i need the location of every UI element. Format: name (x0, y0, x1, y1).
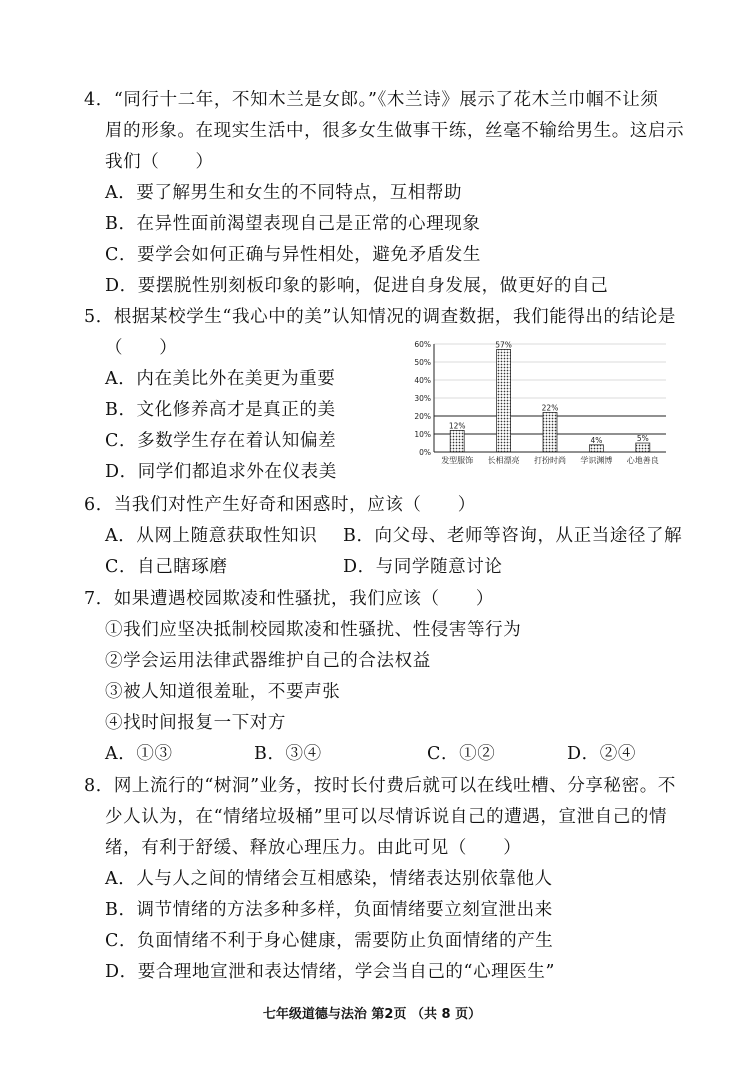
chart-bar (589, 445, 603, 452)
q5-option-b: B．文化修养高才是真正的美 (105, 400, 336, 420)
q8-option-a: A．人与人之间的情绪会互相感染，情绪表达别依靠他人 (105, 869, 553, 889)
chart-value-label: 5% (636, 434, 649, 443)
chart-bar (497, 349, 511, 452)
q5-stem-line-2: （ ） (105, 338, 178, 358)
chart-category-label: 发型服饰 (441, 456, 474, 465)
chart-category-label: 学识渊博 (580, 456, 613, 465)
q6-option-c: C．自己瞎琢磨 (105, 557, 228, 577)
q4-stem-line-3: 我们（ ） (105, 152, 214, 172)
q5-option-a: A．内在美比外在美更为重要 (105, 369, 336, 389)
q5-stem-line-1: 5．根据某校学生“我心中的美”认知情况的调查数据，我们能得出的结论是 (84, 307, 676, 327)
chart-ytick-label: 0% (419, 448, 431, 457)
chart-ytick-label: 60% (414, 340, 431, 349)
q6-option-d: D．与同学随意讨论 (343, 557, 503, 577)
chart-category-label: 打扮时尚 (534, 456, 566, 465)
chart-bar (450, 430, 464, 452)
chart-value-label: 57% (495, 340, 512, 350)
q8-stem-line-3: 绪，有利于舒缓、释放心理压力。由此可见（ ） (105, 838, 522, 858)
chart-ytick-label: 30% (414, 394, 431, 403)
chart-category-label: 心地善良 (626, 456, 659, 465)
survey-bar-chart (404, 336, 674, 470)
q5-option-c: C．多数学生存在着认知偏差 (105, 431, 337, 451)
q7-statement-2: ②学会运用法律武器维护自己的合法权益 (105, 651, 431, 671)
q7-option-d: D．②④ (567, 744, 636, 764)
q7-stem: 7．如果遭遇校园欺凌和性骚扰，我们应该（ ） (84, 589, 494, 609)
chart-category-label: 长相漂亮 (487, 456, 520, 465)
page-footer: 七年级道德与法治 第2页 （共 8 页） (262, 1007, 482, 1022)
chart-bar (636, 443, 650, 452)
q4-stem-line-1: 4．“同行十二年，不知木兰是女郎。”《木兰诗》展示了花木兰巾帼不让须 (84, 90, 659, 110)
q4-option-a: A．要了解男生和女生的不同特点，互相帮助 (105, 183, 463, 203)
chart-ytick-label: 20% (414, 412, 431, 421)
chart-ytick-label: 40% (414, 376, 431, 385)
q7-option-c: C．①② (427, 744, 496, 764)
chart-value-label: 4% (590, 435, 603, 445)
q7-option-a: A．①③ (105, 744, 173, 764)
q7-statement-3: ③被人知道很羞耻，不要声张 (105, 682, 341, 702)
q7-option-b: B．③④ (254, 744, 322, 764)
q6-option-a: A．从网上随意获取性知识 (105, 526, 318, 546)
q6-option-b: B．向父母、老师等咨询，从正当途径了解 (343, 526, 683, 546)
q8-option-b: B．调节情绪的方法多种多样，负面情绪要立刻宣泄出来 (105, 900, 553, 920)
q5-option-d: D．同学们都追求外在仪表美 (105, 462, 337, 482)
chart-value-label: 12% (448, 421, 466, 431)
q8-option-d: D．要合理地宣泄和表达情绪，学会当自己的“心理医生” (105, 962, 556, 982)
chart-ytick-label: 50% (414, 358, 431, 367)
q8-stem-line-2: 少人认为，在“情绪垃圾桶”里可以尽情诉说自己的遭遇，宣泄自己的情 (105, 807, 668, 827)
chart-bar (543, 412, 557, 452)
q4-option-b: B．在异性面前渴望表现自己是正常的心理现象 (105, 214, 481, 234)
q8-stem-line-1: 8．网上流行的“树洞”业务，按时长付费后就可以在线吐槽、分享秘密。不 (84, 776, 676, 796)
chart-ytick-label: 10% (414, 430, 431, 439)
q8-option-c: C．负面情绪不利于身心健康，需要防止负面情绪的产生 (105, 931, 554, 951)
q7-statement-4: ④找时间报复一下对方 (105, 713, 286, 733)
q7-statement-1: ①我们应坚决抵制校园欺凌和性骚扰、性侵害等行为 (105, 620, 522, 640)
q4-option-d: D．要摆脱性别刻板印象的影响，促进自身发展，做更好的自己 (105, 276, 609, 296)
chart-value-label: 22% (541, 403, 559, 413)
q4-option-c: C．要学会如何正确与异性相处，避免矛盾发生 (105, 245, 481, 265)
q4-stem-line-2: 眉的形象。在现实生活中，很多女生做事干练，丝毫不输给男生。这启示 (105, 121, 685, 141)
q6-stem: 6．当我们对性产生好奇和困惑时，应该（ ） (84, 495, 476, 515)
